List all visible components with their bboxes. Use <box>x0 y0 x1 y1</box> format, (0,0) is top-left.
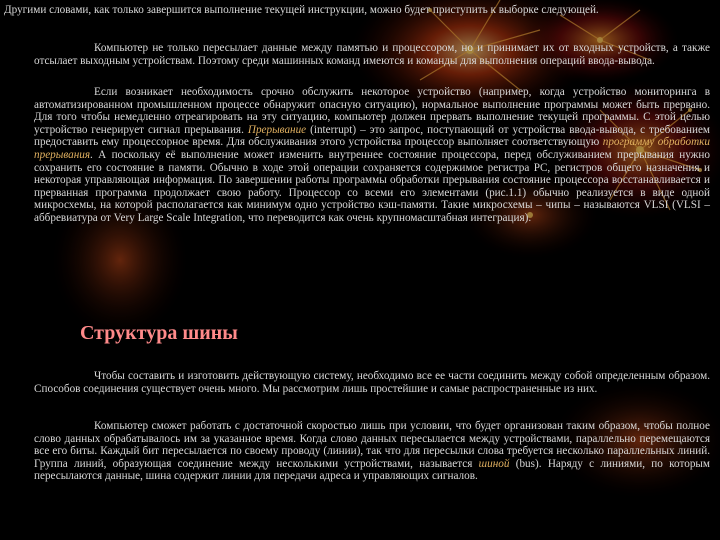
paragraph-4-text: Чтобы составить и изготовить действующую систему, необходимо все ее части соединить между собой определенным образом. Способов соединения существует очень много. Мы рассмотрим лишь простейшие и самые распространенные из них. <box>34 370 710 395</box>
term-interrupt-handler: программу обработки прерывания <box>34 136 710 161</box>
paragraph-2 <box>34 42 710 67</box>
paragraph-5 <box>34 420 710 483</box>
paragraph-3-text-b: (interrupt) – это запрос, поступающий от устройства ввода-вывода, с требованием предоставить ему процессорное время. Для обслуживания этого устройства процессор выполняет соответствующую <box>34 123 710 149</box>
paragraph-1-text: Другими словами, как только завершится выполнение текущей инструкции, можно будет приступить к выборке следующей. <box>4 4 599 16</box>
paragraph-5-text-a: Компьютер сможет работать с достаточной скоростью лишь при условии, что будет организован таким образом, чтобы полное слово данных обрабатывалось им за указанное время. Когда слово данных пересылается между устройствами, параллельно перемещаются все его биты. Каждый бит пересылается по своему проводу (линии), так что для пересылки слова требуется несколько параллельных линий. Группа линий, образующая соединение между несколькими устройствами, называется <box>34 420 710 470</box>
paragraph-3 <box>34 86 710 225</box>
paragraph-4 <box>34 370 710 395</box>
term-bus: шиной <box>478 457 510 470</box>
paragraph-1 <box>4 4 704 17</box>
paragraph-5-text-b: (bus). Наряду с линиями, по которым пересылаются данные, шина содержит линии для передачи адреса и управляющих сигналов. <box>34 457 711 483</box>
paragraph-2-text: Компьютер не только пересылает данные между памятью и процессором, но и принимает их от входных устройств, а также отсылает выходным устройствам. Поэтому среди машинных команд имеются и команды для выполнения операций ввода-вывода. <box>34 42 710 67</box>
term-interrupt: Прерывание <box>247 123 307 136</box>
section-heading: Структура шины <box>80 322 238 344</box>
paragraph-3-text-a: Если возникает необходимость срочно обслужить некоторое устройство (например, когда устройство мониторинга в автоматизированном промышленном процессе обнаружит опасную ситуацию), нормальное выполнение программы может быть прервано. Для того чтобы немедленно отреагировать на эту ситуацию, компьютер должен прервать выполнение текущей программы. С этой целью устройство генерирует сигнал прерывания. <box>34 86 710 136</box>
paragraph-3-text-c: . А поскольку её выполнение может изменить внутреннее состояние процессора, перед обслуживанием прерывания нужно сохранить его состояние в памяти. Обычно в ходе этой операции сохраняется содержимое регистра PC, регистров общего назначения и некоторая управляющая информация. По завершении работы программы обработки прерывания состояние процессора восстанавливается и прерванная программа продолжает свою работу. Процессор со всеми его элементами (рис.1.1) обычно реализуется в виде одной микросхемы, на которой располагается как минимум одно устройство кэш-памяти. Такие микросхемы – чипы – называются VLSI (VLSI – аббревиатура от Very Large Scale Integration, что переводится как очень крупномасштабная интеграция). <box>34 148 710 224</box>
